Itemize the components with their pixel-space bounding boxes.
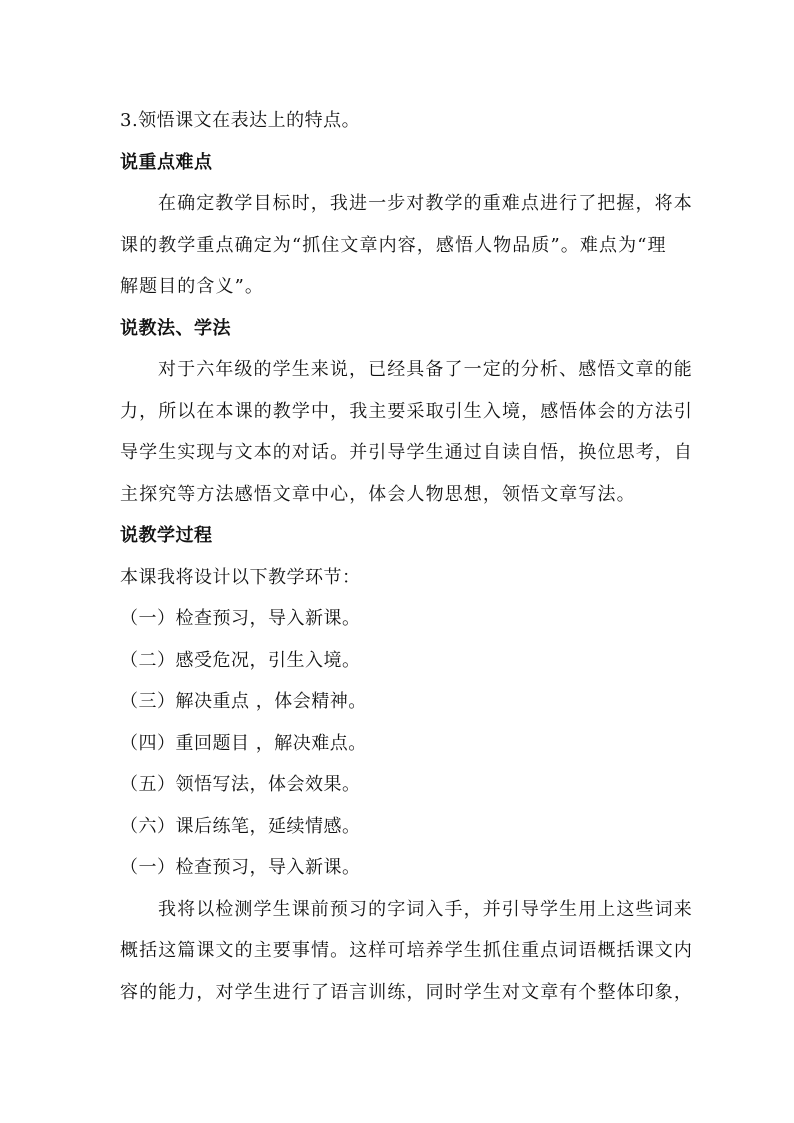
step-item: （五）领悟写法，体会效果。: [120, 774, 361, 795]
paragraph-method-line-1: 对于六年级的学生来说，已经具备了一定的分析、感悟文章的能: [158, 359, 693, 380]
heading-difficulty: 说重点难点: [120, 151, 213, 173]
step-item: （二）感受危况，引生入境。: [120, 649, 361, 671]
paragraph-difficulty-line-1: 在确定教学目标时，我进一步对教学的重难点进行了把握，将本: [158, 193, 693, 214]
step-item: （六）课后练笔，延续情感。: [120, 815, 361, 837]
process-intro: 本课我将设计以下教学环节：: [120, 566, 361, 588]
paragraph-step1-line-2: 概括这篇课文的主要事情。这样可培养学生抓住重点词语概括课文内: [120, 940, 693, 961]
paragraph-difficulty-line-2: 课的教学重点确定为“抓住文章内容，感悟人物品质”。难点为“理: [120, 234, 667, 256]
paragraph-step1-line-3: 容的能力，对学生进行了语言训练，同时学生对文章有个整体印象，: [120, 981, 693, 1003]
paragraph-step1-line-1: 我将以检测学生课前预习的字词入手，并引导学生用上这些词来: [158, 898, 693, 920]
paragraph-difficulty-line-3: 解题目的含义”。: [120, 276, 265, 297]
heading-method: 说教法、学法: [120, 317, 231, 339]
paragraph-method-line-3: 导学生实现与文本的对话。并引导学生通过自读自悟，换位思考，自: [120, 442, 693, 463]
step-item: （四）重回题目 ，解决难点。: [120, 732, 367, 754]
step-item: （一）检查预习，导入新课。: [120, 857, 361, 878]
paragraph-method-line-2: 力，所以在本课的教学中，我主要采取引生入境，感悟体会的方法引: [120, 400, 693, 422]
document-body: [120, 100, 693, 1013]
step-item: （三）解决重点 ，体会精神。: [120, 691, 367, 712]
goal-item-3: 3.领悟课文在表达上的特点。: [120, 110, 361, 131]
paragraph-method-line-4: 主探究等方法感悟文章中心，体会人物思想，领悟文章写法。: [120, 483, 636, 505]
heading-process: 说教学过程: [120, 525, 213, 546]
step-item: （一）检查预习，导入新课。: [120, 608, 361, 629]
